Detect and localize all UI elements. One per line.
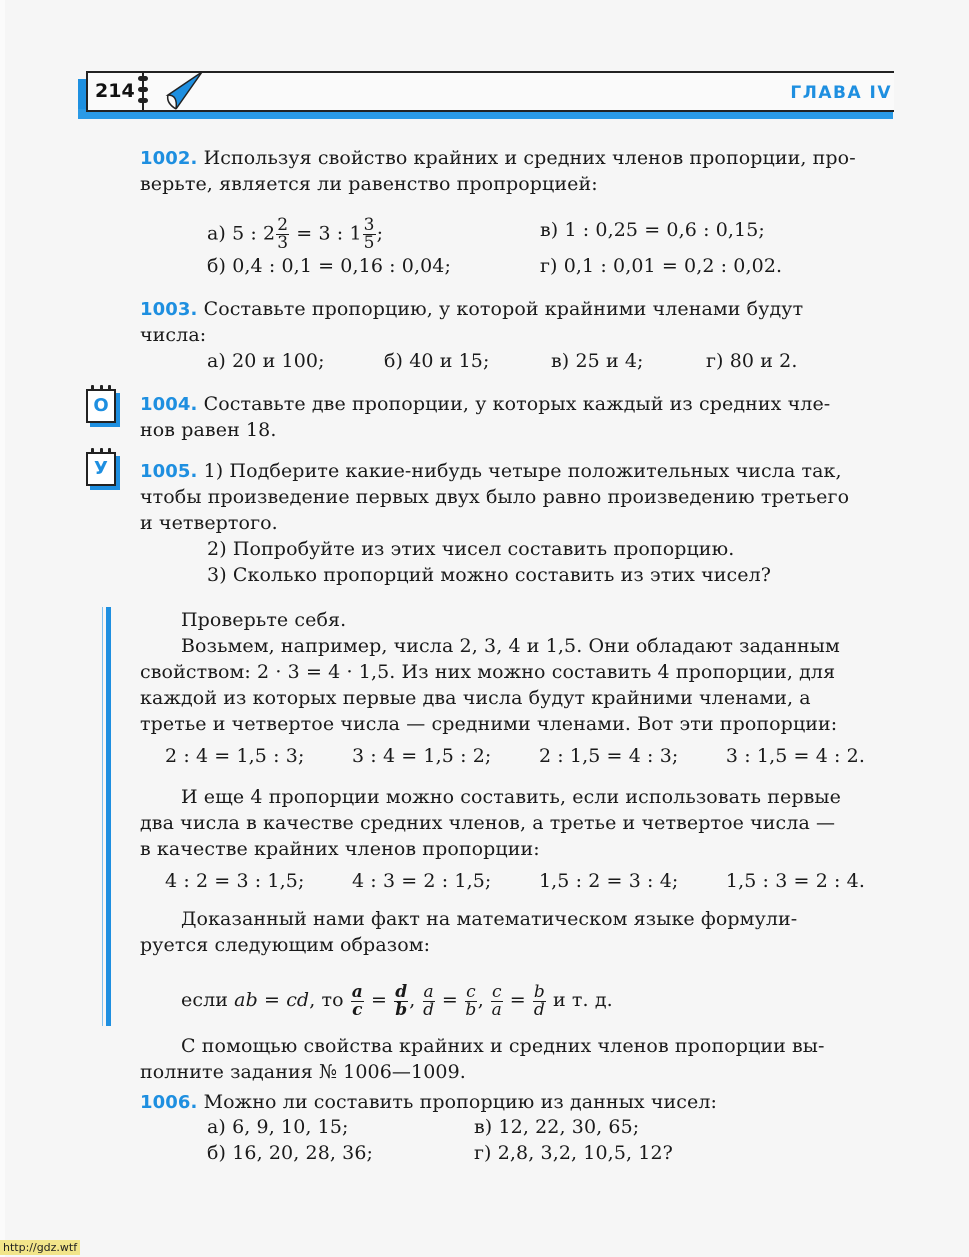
- task-1002-item-g: г) 0,1 : 0,01 = 0,2 : 0,02.: [540, 255, 783, 277]
- task-1004-line1: 1004. Составьте две пропорции, у которых каждый из средних чле-: [140, 393, 831, 415]
- check-text-line: руется следующим образом:: [140, 934, 431, 956]
- task-1005-line2: чтобы произведение первых двух было равно произведению третьего: [140, 486, 850, 508]
- fraction: $\frac{3}{5}$: [363, 215, 375, 253]
- fraction: $\frac{2}{3}$: [277, 215, 289, 253]
- proportion: 1,5 : 3 = 2 : 4.: [725, 870, 865, 892]
- task-number: 1003.: [140, 299, 198, 320]
- proportion: 2 : 4 = 1,5 : 3;: [165, 745, 305, 767]
- check-text-line: каждой из которых первые два числа будут крайними членами, а: [140, 687, 811, 709]
- task-1002-item-a: а) 5 : 2 $\frac{2}{3}$ = 3 : 1 $\frac{3}{5}$ ;: [207, 215, 384, 253]
- task-1003-line2: числа:: [140, 324, 207, 346]
- proportion: 2 : 1,5 = 4 : 3;: [538, 745, 679, 767]
- proportion: 3 : 1,5 = 4 : 2.: [725, 745, 865, 767]
- header-box: [86, 71, 894, 112]
- check-text-line: Возьмем, например, числа 2, 3, 4 и 1,5. Они обладают заданным: [181, 635, 840, 657]
- task-1003-item-b: б) 40 и 15;: [384, 350, 490, 372]
- check-text-line: Доказанный нами факт на математическом языке формули-: [181, 908, 798, 930]
- page-edge: [0, 0, 5, 1257]
- task-1006-item-b: б) 16, 20, 28, 36;: [207, 1142, 374, 1164]
- proportion: 4 : 2 = 3 : 1,5;: [165, 870, 305, 892]
- fraction: $\frac{c}{b}$: [465, 981, 477, 1020]
- check-title: Проверьте себя.: [181, 609, 347, 631]
- formula: если ab = cd, то $\frac{a}{c}$ = $\frac{d}{b}$ , $\frac{a}{d}$ = $\frac{c}{b}$ , $\frac{c}{a}$ = $\frac{b}{d}$ и т. д.: [181, 981, 613, 1020]
- instruction-line: полните задания № 1006—1009.: [140, 1061, 466, 1083]
- check-text-line: И еще 4 пропорции можно составить, если использовать первые: [181, 786, 841, 808]
- task-number: 1002.: [140, 148, 198, 169]
- fraction: $\frac{a}{c}$: [351, 981, 363, 1020]
- notebook-badge-o-icon: О: [86, 389, 116, 423]
- task-1006-item-g: г) 2,8, 3,2, 10,5, 12?: [474, 1142, 673, 1164]
- task-1002-item-v: в) 1 : 0,25 = 0,6 : 0,15;: [540, 219, 765, 241]
- proportion: 4 : 3 = 2 : 1,5;: [351, 870, 492, 892]
- proportions-list-2: [165, 868, 865, 894]
- fraction: $\frac{a}{d}$: [423, 981, 435, 1020]
- page-number: 214: [95, 80, 135, 102]
- task-1005-line3: и четвертого.: [140, 512, 278, 534]
- task-number: 1005.: [140, 461, 198, 482]
- notebook-badge-u-icon: У: [86, 452, 116, 486]
- task-1003-item-a: а) 20 и 100;: [207, 350, 325, 372]
- task-1005-line1: 1005. 1) Подберите какие-нибудь четыре положительных числа так,: [140, 460, 842, 482]
- task-1006-line1: 1006. Можно ли составить пропорцию из данных чисел:: [140, 1091, 718, 1113]
- task-1006-item-a: а) 6, 9, 10, 15;: [207, 1116, 349, 1138]
- fraction: $\frac{d}{b}$: [395, 981, 408, 1020]
- watermark-link[interactable]: http://gdz.wtf: [0, 1240, 80, 1255]
- chapter-title: ГЛАВА IV: [790, 83, 892, 103]
- check-text-line: в качестве крайних членов пропорции:: [140, 838, 540, 860]
- section-bar: [106, 607, 111, 1026]
- task-1005-line4: 2) Попробуйте из этих чисел составить пропорцию.: [207, 538, 735, 560]
- fraction: $\frac{b}{d}$: [533, 981, 545, 1020]
- check-text-line: свойством: 2 · 3 = 4 · 1,5. Из них можно составить 4 пропорции, для: [140, 661, 836, 683]
- check-text-line: два числа в качестве средних членов, а третье и четвертое числа —: [140, 812, 836, 834]
- proportion: 1,5 : 2 = 3 : 4;: [538, 870, 679, 892]
- spine-ring-icon: [138, 98, 148, 103]
- task-1005-line5: 3) Сколько пропорций можно составить из этих чисел?: [207, 564, 772, 586]
- task-1002-item-b: б) 0,4 : 0,1 = 0,16 : 0,04;: [207, 255, 451, 277]
- task-1002-line1: 1002. Используя свойство крайних и средних членов пропорции, про-: [140, 147, 856, 169]
- task-1003-item-v: в) 25 и 4;: [551, 350, 644, 372]
- proportions-list-1: [165, 743, 865, 769]
- task-1003-item-g: г) 80 и 2.: [706, 350, 798, 372]
- instruction-line: С помощью свойства крайних и средних членов пропорции вы-: [181, 1035, 825, 1057]
- task-number: 1004.: [140, 394, 198, 415]
- task-1003-line1: 1003. Составьте пропорцию, у которой крайними членами будут: [140, 298, 804, 320]
- section-bar-thin: [102, 607, 103, 1026]
- task-1002-line2: верьте, является ли равенство пропрорцией:: [140, 173, 598, 195]
- spine-ring-icon: [138, 76, 148, 81]
- proportion: 3 : 4 = 1,5 : 2;: [351, 745, 492, 767]
- task-1004-line2: нов равен 18.: [140, 419, 277, 441]
- page-curl-icon: [164, 71, 204, 111]
- check-text-line: третье и четвертое числа — средними членами. Вот эти пропорции:: [140, 713, 838, 735]
- task-1006-item-v: в) 12, 22, 30, 65;: [474, 1116, 640, 1138]
- spine-ring-icon: [138, 87, 148, 92]
- fraction: $\frac{c}{a}$: [491, 981, 502, 1020]
- task-number: 1006.: [140, 1092, 198, 1113]
